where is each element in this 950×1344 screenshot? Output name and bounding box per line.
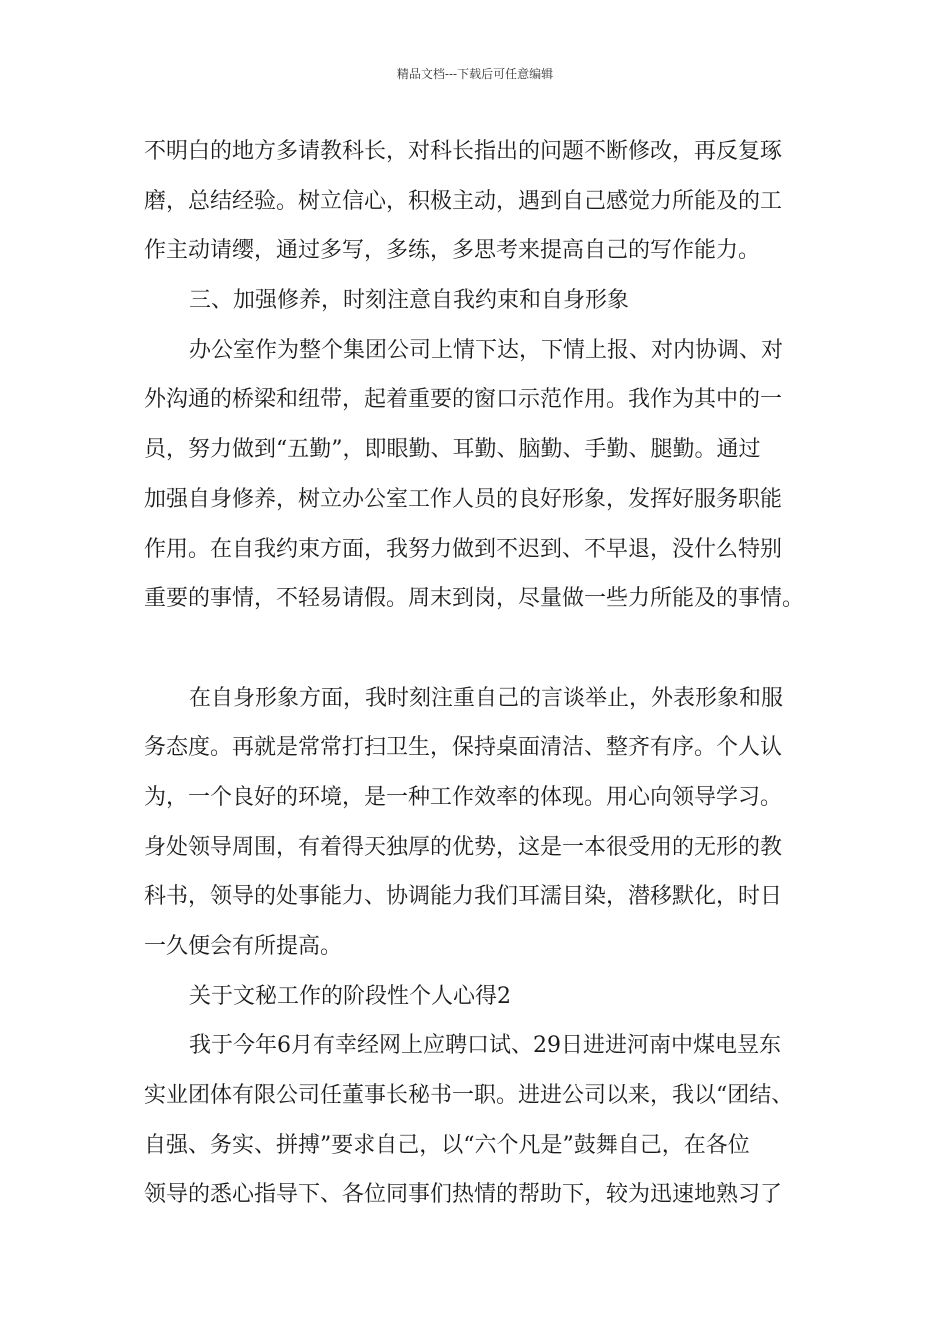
text-line: 磨，总结经验。树立信心，积极主动，遇到自己感觉力所能及的工 [144,188,783,214]
text-line: 自强、务实、拼搏”要求自己，以“六个凡是”鼓舞自己，在各位 [144,1132,750,1158]
title-line: 关于文秘工作的阶段性个人心得2 [189,983,511,1009]
text-line: 作用。在自我约束方面，我努力做到不迟到、不早退，没什么特别 [144,536,783,562]
paragraph-3 [144,674,816,972]
text-line: 不明白的地方多请教科长，对科长指出的问题不断修改，再反复琢 [144,139,783,164]
text-line: 身处领导周围，有着得天独厚的优势，这是一本很受用的无形的教 [144,834,783,860]
text-line: 务态度。再就是常常打扫卫生，保持桌面清洁、整齐有序。个人认 [144,735,783,761]
paragraph-4 [144,1021,816,1220]
paragraph-2 [144,326,816,624]
heading-line: 三、加强修养，时刻注意自我约束和自身形象 [189,288,630,314]
text-line: 实业团体有限公司任董事长秘书一职。进进公司以来，我以“团结、 [144,1083,794,1109]
text-line: 领导的悉心指导下、各位同事们热情的帮助下，较为迅速地熟习了 [144,1182,783,1208]
text-line: 为，一个良好的环境，是一种工作效率的体现。用心向领导学习。 [144,784,783,810]
text-line: 一久便会有所提高。 [144,934,343,959]
article-title [144,972,816,1022]
text-line: 科书，领导的处事能力、协调能力我们耳濡目染，潜移默化，时日 [144,884,783,910]
document-body [144,127,816,1220]
text-line: 重要的事情，不轻易请假。周末到岗，尽量做一些力所能及的事情。 [144,586,805,612]
text-line: 员，努力做到“五勤”，即眼勤、耳勤、脑勤、手勤、腿勤。通过 [144,437,761,463]
text-line: 加强自身修养，树立办公室工作人员的良好形象，发挥好服务职能 [144,486,783,512]
text-line: 我于今年6月有幸经网上应聘口试、29日进进河南中煤电昱东 [189,1033,781,1059]
paragraph-gap [144,624,816,674]
text-line: 作主动请缨，通过多写，多练，多思考来提高自己的写作能力。 [144,238,761,264]
section-heading [144,276,816,326]
text-line: 办公室作为整个集团公司上情下达，下情上报、对内协调、对 [189,337,784,363]
paragraph-1 [144,127,816,276]
text-line: 外沟通的桥梁和纽带，起着重要的窗口示范作用。我作为其中的一 [144,387,783,413]
page-header: 精品文档---下载后可任意编辑 [396,67,554,81]
text-line: 在自身形象方面，我时刻注重自己的言谈举止，外表形象和服 [189,685,784,711]
